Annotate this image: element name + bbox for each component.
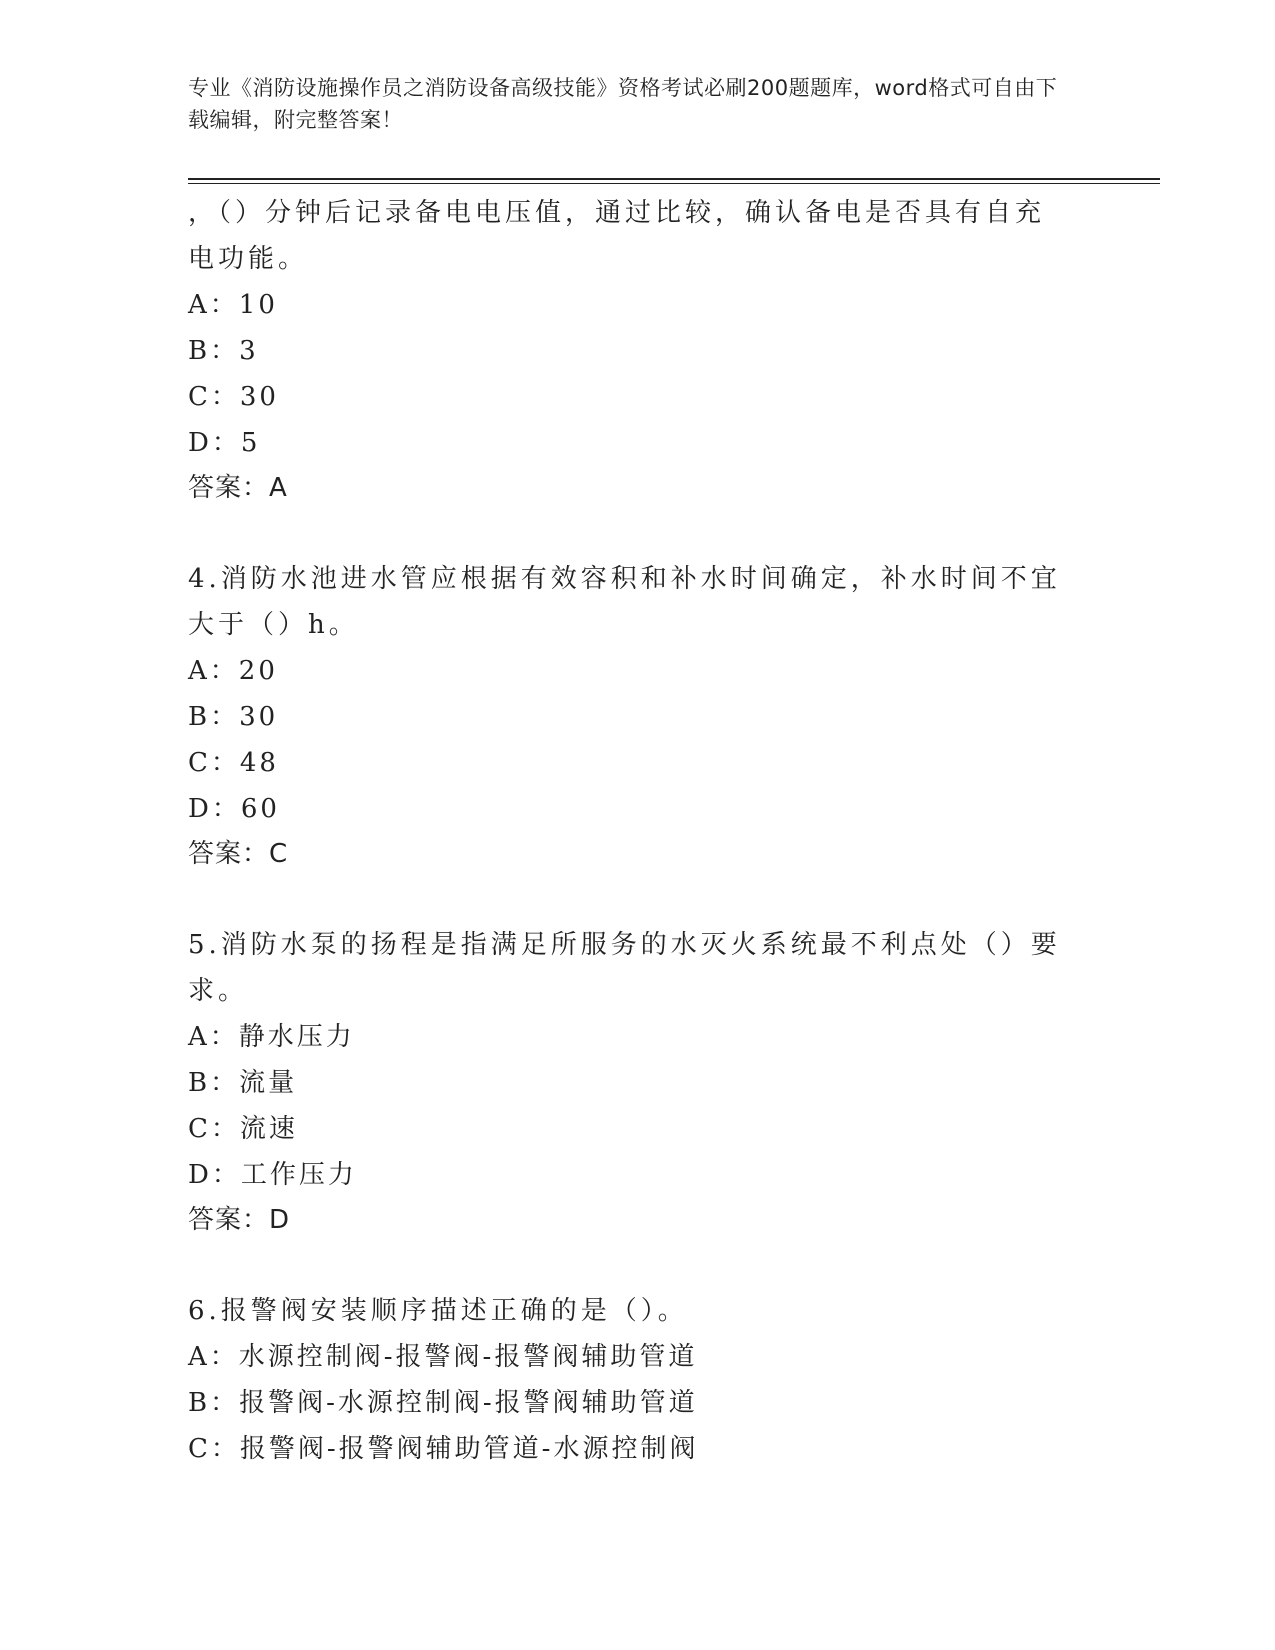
question-list bbox=[188, 190, 1068, 1518]
header-divider-thick bbox=[188, 178, 1160, 180]
option-c: C：报警阀-报警阀辅助管道-水源控制阀 bbox=[188, 1434, 699, 1464]
option-a: A：静水压力 bbox=[188, 1022, 355, 1052]
document-header: 专业《消防设施操作员之消防设备高级技能》资格考试必刷200题题库，word格式可自由下载编辑，附完整答案！ bbox=[188, 76, 1058, 132]
question-stem: 4.消防水池进水管应根据有效容积和补水时间确定，补水时间不宜大于（）h。 bbox=[188, 564, 1061, 640]
question-item bbox=[188, 556, 1068, 876]
option-a: A：水源控制阀-报警阀-报警阀辅助管道 bbox=[188, 1342, 698, 1372]
option-d: D：60 bbox=[188, 794, 280, 824]
question-item bbox=[188, 1288, 1068, 1472]
option-b: B：流量 bbox=[188, 1068, 298, 1098]
answer-line: 答案：C bbox=[188, 839, 289, 869]
option-c: C：48 bbox=[188, 748, 279, 778]
question-stem: 5.消防水泵的扬程是指满足所服务的水灭火系统最不利点处（）要求。 bbox=[188, 930, 1061, 1006]
option-d: D：工作压力 bbox=[188, 1160, 357, 1190]
question-stem: ，（）分钟后记录备电电压值，通过比较，确认备电是否具有自充电功能。 bbox=[188, 198, 1046, 274]
answer-line: 答案：A bbox=[188, 473, 288, 503]
option-b: B：报警阀-水源控制阀-报警阀辅助管道 bbox=[188, 1388, 698, 1418]
option-d: D：5 bbox=[188, 428, 261, 458]
question-stem: 6.报警阀安装顺序描述正确的是（）。 bbox=[188, 1296, 688, 1326]
header-divider-thin bbox=[188, 183, 1160, 184]
question-item bbox=[188, 190, 1068, 510]
question-item bbox=[188, 922, 1068, 1242]
option-c: C：流速 bbox=[188, 1114, 298, 1144]
option-c: C：30 bbox=[188, 382, 279, 412]
answer-line: 答案：D bbox=[188, 1205, 291, 1235]
option-b: B：30 bbox=[188, 702, 279, 732]
option-a: A：10 bbox=[188, 290, 278, 320]
option-a: A：20 bbox=[188, 656, 278, 686]
option-b: B：3 bbox=[188, 336, 259, 366]
